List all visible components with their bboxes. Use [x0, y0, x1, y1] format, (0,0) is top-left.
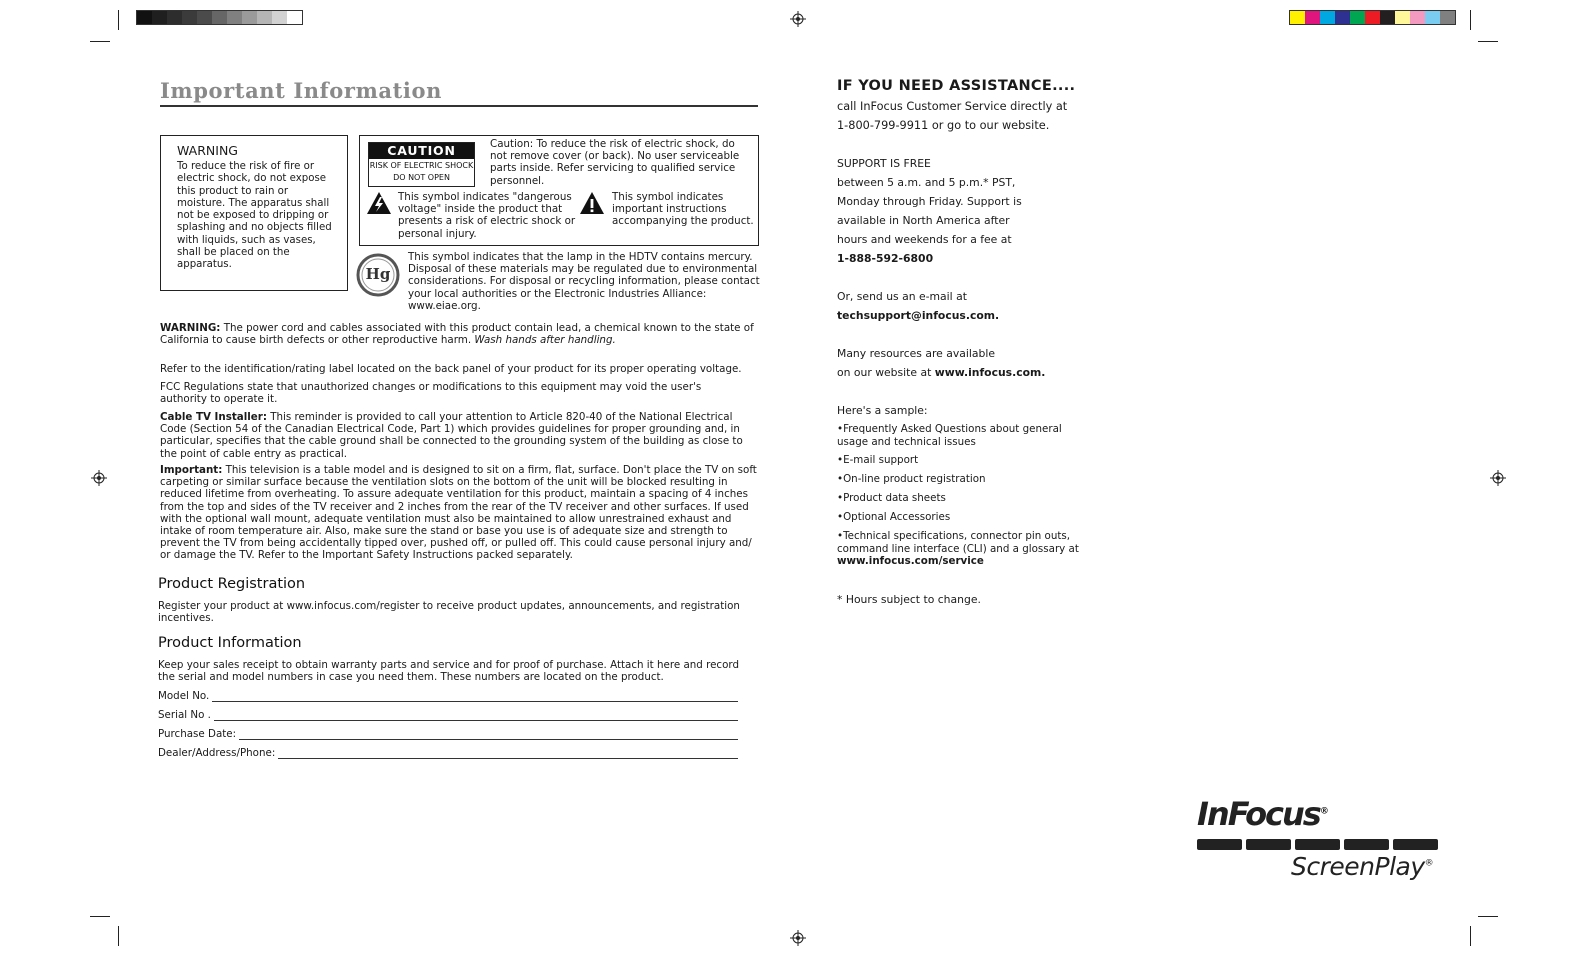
infocus-logo: InFocus®: [1197, 795, 1327, 833]
resources-text: Many resources are available: [837, 347, 995, 360]
color-swatch: [1425, 11, 1440, 24]
exclamation-warning-icon: [579, 191, 605, 215]
resource-bullet: •Product data sheets: [837, 492, 946, 504]
caution-text: Caution: To reduce the risk of electric shock, do not remove cover (or back). No user serviceable parts inside. Refer servicing to qualified service personnel.: [490, 138, 740, 187]
crop-mark: [90, 41, 110, 42]
registration-mark-icon: [790, 930, 806, 946]
color-swatch: [257, 11, 272, 24]
page-title: Important Information: [160, 78, 758, 107]
resources-text: on our website at www.infocus.com.: [837, 366, 1046, 379]
resource-bullet: •Technical specifications, connector pin outs, command line interface (CLI) and a glossary at www.infocus.com/service: [837, 530, 1079, 567]
service-link[interactable]: www.infocus.com/service: [837, 555, 984, 567]
resource-bullet: •Optional Accessories: [837, 511, 951, 523]
mercury-text: This symbol indicates that the lamp in the HDTV contains mercury. Disposal of these materials may be regulated due to environmental considerations. For disposal or recycling information, please contact your local authorities or the Electronic Industries Alliance: www.eiae.org.: [408, 251, 760, 312]
support-hours: between 5 a.m. and 5 p.m.* PST,: [837, 176, 1016, 189]
color-swatch: [242, 11, 257, 24]
model-number-label: Model No.: [158, 690, 210, 702]
lead-warning-text: The power cord and cables associated with this product contain lead, a chemical known to the state of California to cause birth defects or other reproductive harm.: [160, 322, 754, 347]
crop-mark: [1478, 41, 1498, 42]
warning-box: [160, 135, 348, 291]
lightning-warning-icon: [366, 191, 392, 215]
color-swatch: [1320, 11, 1335, 24]
sample-heading: Here's a sample:: [837, 404, 928, 417]
color-swatch: [1365, 11, 1380, 24]
color-swatch: [137, 11, 152, 24]
caution-label-head: CAUTION: [369, 143, 474, 159]
fee-phone: 1-888-592-6800: [837, 252, 934, 265]
gray-color-bar: [136, 10, 303, 25]
purchase-date-label: Purchase Date:: [158, 728, 237, 740]
caution-label-sub: DO NOT OPEN: [393, 173, 450, 182]
serial-number-field[interactable]: [158, 709, 738, 721]
caution-label-sub: RISK OF ELECTRIC SHOCK: [369, 161, 474, 170]
important-label: Important:: [160, 464, 223, 476]
lightning-symbol-text: This symbol indicates "dangerous voltage" inside the product that presents a risk of electric shock or personal injury.: [398, 191, 576, 240]
crop-mark: [118, 926, 119, 946]
website-link[interactable]: www.infocus.com.: [934, 366, 1046, 379]
important-note: [160, 464, 758, 562]
mercury-hg-symbol: Hg: [365, 265, 391, 283]
crop-mark: [118, 10, 119, 30]
resource-bullet: •E-mail support: [837, 454, 919, 466]
assistance-intro: call InFocus Customer Service directly at: [837, 100, 1068, 113]
color-swatch: [1305, 11, 1320, 24]
warning-text: To reduce the risk of fire or electric shock, do not expose this product to rain or moisture. The apparatus shall not be exposed to dripping or splashing and no objects filled with liquids, such as vases, shall be placed on the apparatus.: [177, 161, 332, 271]
lead-warning-label: WARNING:: [160, 322, 221, 334]
assistance-title: IF YOU NEED ASSISTANCE....: [837, 78, 1076, 94]
color-swatch: [287, 11, 302, 24]
dealer-address-label: Dealer/Address/Phone:: [158, 747, 276, 759]
support-hours: Monday through Friday. Support is: [837, 195, 1022, 208]
color-swatch: [272, 11, 287, 24]
color-swatch: [167, 11, 182, 24]
lead-warning: [160, 322, 758, 346]
email-intro: Or, send us an e-mail at: [837, 290, 967, 303]
color-swatch: [152, 11, 167, 24]
voltage-note: Refer to the identification/rating label located on the back panel of your product for its proper operating voltage.: [160, 363, 742, 375]
purchase-date-field[interactable]: [158, 728, 738, 740]
product-registration-title: Product Registration: [158, 576, 306, 592]
support-hours: available in North America after: [837, 214, 1010, 227]
product-information-title: Product Information: [158, 635, 302, 651]
lead-warning-italic: Wash hands after handling.: [474, 334, 616, 347]
color-swatch: [1440, 11, 1455, 24]
color-swatch: [1335, 11, 1350, 24]
color-swatch: [1380, 11, 1395, 24]
color-swatch: [197, 11, 212, 24]
screenplay-logo: ScreenPlay®: [1291, 852, 1434, 881]
logo-bars: [1197, 839, 1438, 850]
color-swatch: [1410, 11, 1425, 24]
warning-title: WARNING: [177, 143, 238, 158]
footnote: * Hours subject to change.: [837, 593, 981, 606]
email-link[interactable]: techsupport@infocus.com.: [837, 309, 1000, 322]
serial-number-label: Serial No .: [158, 709, 211, 721]
assistance-intro: 1-800-799-9911 or go to our website.: [837, 119, 1050, 132]
dealer-address-field[interactable]: [158, 747, 738, 759]
cable-installer-text: This reminder is provided to call your attention to Article 820-40 of the National Electrical Code (Section 54 of the Canadian Electrical Code, Part 1) which provides guidelines for proper grounding and, in particular, specifies that the cable ground shall be connected to the grounding system of the building as close to the point of cable entry as practical.: [160, 411, 743, 460]
cable-installer-note: [160, 411, 750, 460]
registration-mark-icon: [1490, 470, 1506, 486]
crop-mark: [1478, 916, 1498, 917]
crop-mark: [1470, 10, 1471, 30]
crop-mark: [1470, 926, 1471, 946]
registration-mark-icon: [91, 470, 107, 486]
color-swatch: [1395, 11, 1410, 24]
cable-installer-label: Cable TV Installer:: [160, 411, 267, 423]
registration-mark-icon: [790, 11, 806, 27]
support-free: SUPPORT IS FREE: [837, 157, 931, 170]
color-swatch: [182, 11, 197, 24]
crop-mark: [90, 916, 110, 917]
color-bar: [1289, 10, 1456, 25]
caution-box: [359, 135, 759, 246]
resource-bullet: •On-line product registration: [837, 473, 986, 485]
support-hours: hours and weekends for a fee at: [837, 233, 1012, 246]
model-number-field[interactable]: [158, 690, 738, 702]
color-swatch: [1290, 11, 1305, 24]
product-registration-text: Register your product at www.infocus.com/register to receive product updates, announcements, and registration incentives.: [158, 600, 740, 625]
color-swatch: [1350, 11, 1365, 24]
exclamation-symbol-text: This symbol indicates important instructions accompanying the product.: [612, 191, 754, 228]
color-swatch: [227, 11, 242, 24]
product-information-text: Keep your sales receipt to obtain warranty parts and service and for proof of purchase. Attach it here and record the serial and model numbers in case you need them. These numbers are located on the product.: [158, 659, 739, 684]
caution-label: [368, 142, 475, 187]
important-text: This television is a table model and is designed to sit on a firm, flat, surface. Don't place the TV on soft carpeting or similar surface because the ventilation slots on the bottom of the unit will be blocked resulting in reduced lifetime from overheating. To assure adequate ventilation for this product, maintain a spacing of 4 inches from the top and sides of the TV receiver and 2 inches from the rear of the TV receiver and other surfaces. If used with the optional wall mount, adequate ventilation must also be maintained to allow unrestrained exhaust and intake of room temperature air. Also, make sure the stand or base you use is of adequate size and strength to prevent the TV from being accidentally tipped over, pushed off, or pulled off. This could cause personal injury and/ or damage the TV. Refer to the Important Safety Instructions packed separately.: [160, 464, 757, 562]
resource-bullet: •Frequently Asked Questions about general usage and technical issues: [837, 423, 1062, 448]
fcc-note: FCC Regulations state that unauthorized changes or modifications to this equipment may void the user's authority to operate it.: [160, 381, 702, 406]
color-swatch: [212, 11, 227, 24]
